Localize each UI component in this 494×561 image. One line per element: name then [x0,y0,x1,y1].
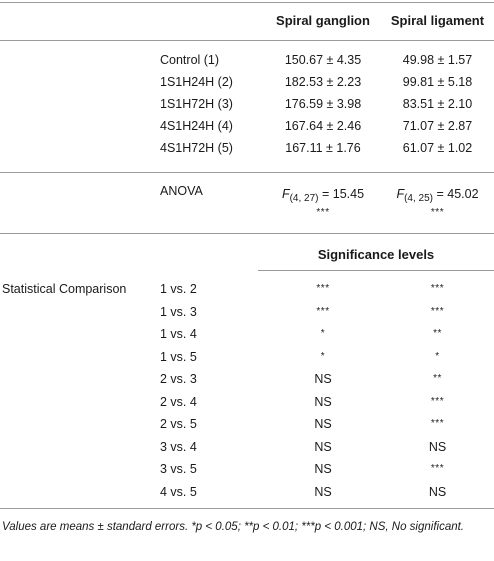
anova-rule [0,233,494,234]
comparison-pair: 2 vs. 3 [160,372,197,386]
anova-label: ANOVA [160,184,203,198]
comparison-pair: 1 vs. 2 [160,282,197,296]
group-ligament-value: 83.51 ± 2.10 [402,97,473,111]
anova-ligament-f: $F_{(4, 25)} = 45.02$ [396,187,479,204]
comparison-ligament-sig: NS [428,440,447,454]
group-ligament-value: 71.07 ± 2.87 [402,119,473,133]
anova-ligament-sig: *** [430,207,445,218]
comparison-ligament-sig: *** [430,283,445,294]
group-label: 4S1H24H (4) [160,119,233,133]
header-spiral-ligament: Spiral ligament [390,13,485,28]
comparison-ganglion-sig: NS [314,440,332,454]
comparison-ganglion-sig: * [320,351,326,362]
comparison-ligament-sig: ** [433,373,442,384]
anova-ganglion-f: $F_{(4, 27)} = 15.45$ [281,187,365,204]
top-rule [0,2,494,3]
significance-header: Significance levels [317,247,435,262]
comparison-pair: 1 vs. 5 [160,350,197,364]
comparison-ligament-sig: *** [430,396,445,407]
comparison-pair: 3 vs. 4 [160,440,197,454]
comparison-ligament-sig: * [435,351,440,362]
comparison-ligament-sig: *** [430,463,445,474]
comparison-pair: 3 vs. 5 [160,462,197,476]
group-ganglion-value: 167.11 ± 1.76 [285,141,361,155]
bottom-rule [0,508,494,509]
header-rule [0,40,494,41]
group-ligament-value: 99.81 ± 5.18 [402,75,473,89]
comparison-label: Statistical Comparison [2,282,127,296]
comparison-ganglion-sig: NS [314,395,332,409]
comparison-pair: 2 vs. 5 [160,417,197,431]
comparison-ganglion-sig: *** [316,306,330,317]
group-label: 4S1H72H (5) [160,141,233,155]
comparison-ganglion-sig: * [320,328,326,339]
comparison-pair: 1 vs. 4 [160,327,197,341]
group-label: 1S1H24H (2) [160,75,233,89]
significance-rule [258,270,494,271]
group-label: Control (1) [160,53,220,67]
table-footnote: Values are means ± standard errors. *p < 0.05; **p < 0.01; ***p < 0.001; NS, No significant. [2,521,464,533]
group-ganglion-value: 150.67 ± 4.35 [284,53,362,67]
group-ligament-value: 61.07 ± 1.02 [402,141,473,155]
anova-ganglion-sig: *** [316,207,330,218]
comparison-ganglion-sig: *** [316,283,330,294]
group-ganglion-value: 176.59 ± 3.98 [284,97,362,111]
group-ganglion-value: 167.64 ± 2.46 [284,119,362,133]
comparison-ligament-sig: *** [430,306,445,317]
comparison-pair: 4 vs. 5 [160,485,197,499]
comparison-pair: 2 vs. 4 [160,395,197,409]
group-ligament-value: 49.98 ± 1.57 [402,53,473,67]
comparison-ganglion-sig: NS [314,417,332,431]
header-spiral-ganglion: Spiral ganglion [276,13,370,28]
group-label: 1S1H72H (3) [160,97,233,111]
groups-rule [0,172,494,173]
comparison-ligament-sig: ** [433,328,442,339]
comparison-ganglion-sig: NS [314,372,332,386]
comparison-pair: 1 vs. 3 [160,305,197,319]
comparison-ganglion-sig: NS [314,485,332,499]
group-ganglion-value: 182.53 ± 2.23 [284,75,362,89]
comparison-ligament-sig: NS [428,485,447,499]
comparison-ganglion-sig: NS [314,462,332,476]
comparison-ligament-sig: *** [430,418,445,429]
